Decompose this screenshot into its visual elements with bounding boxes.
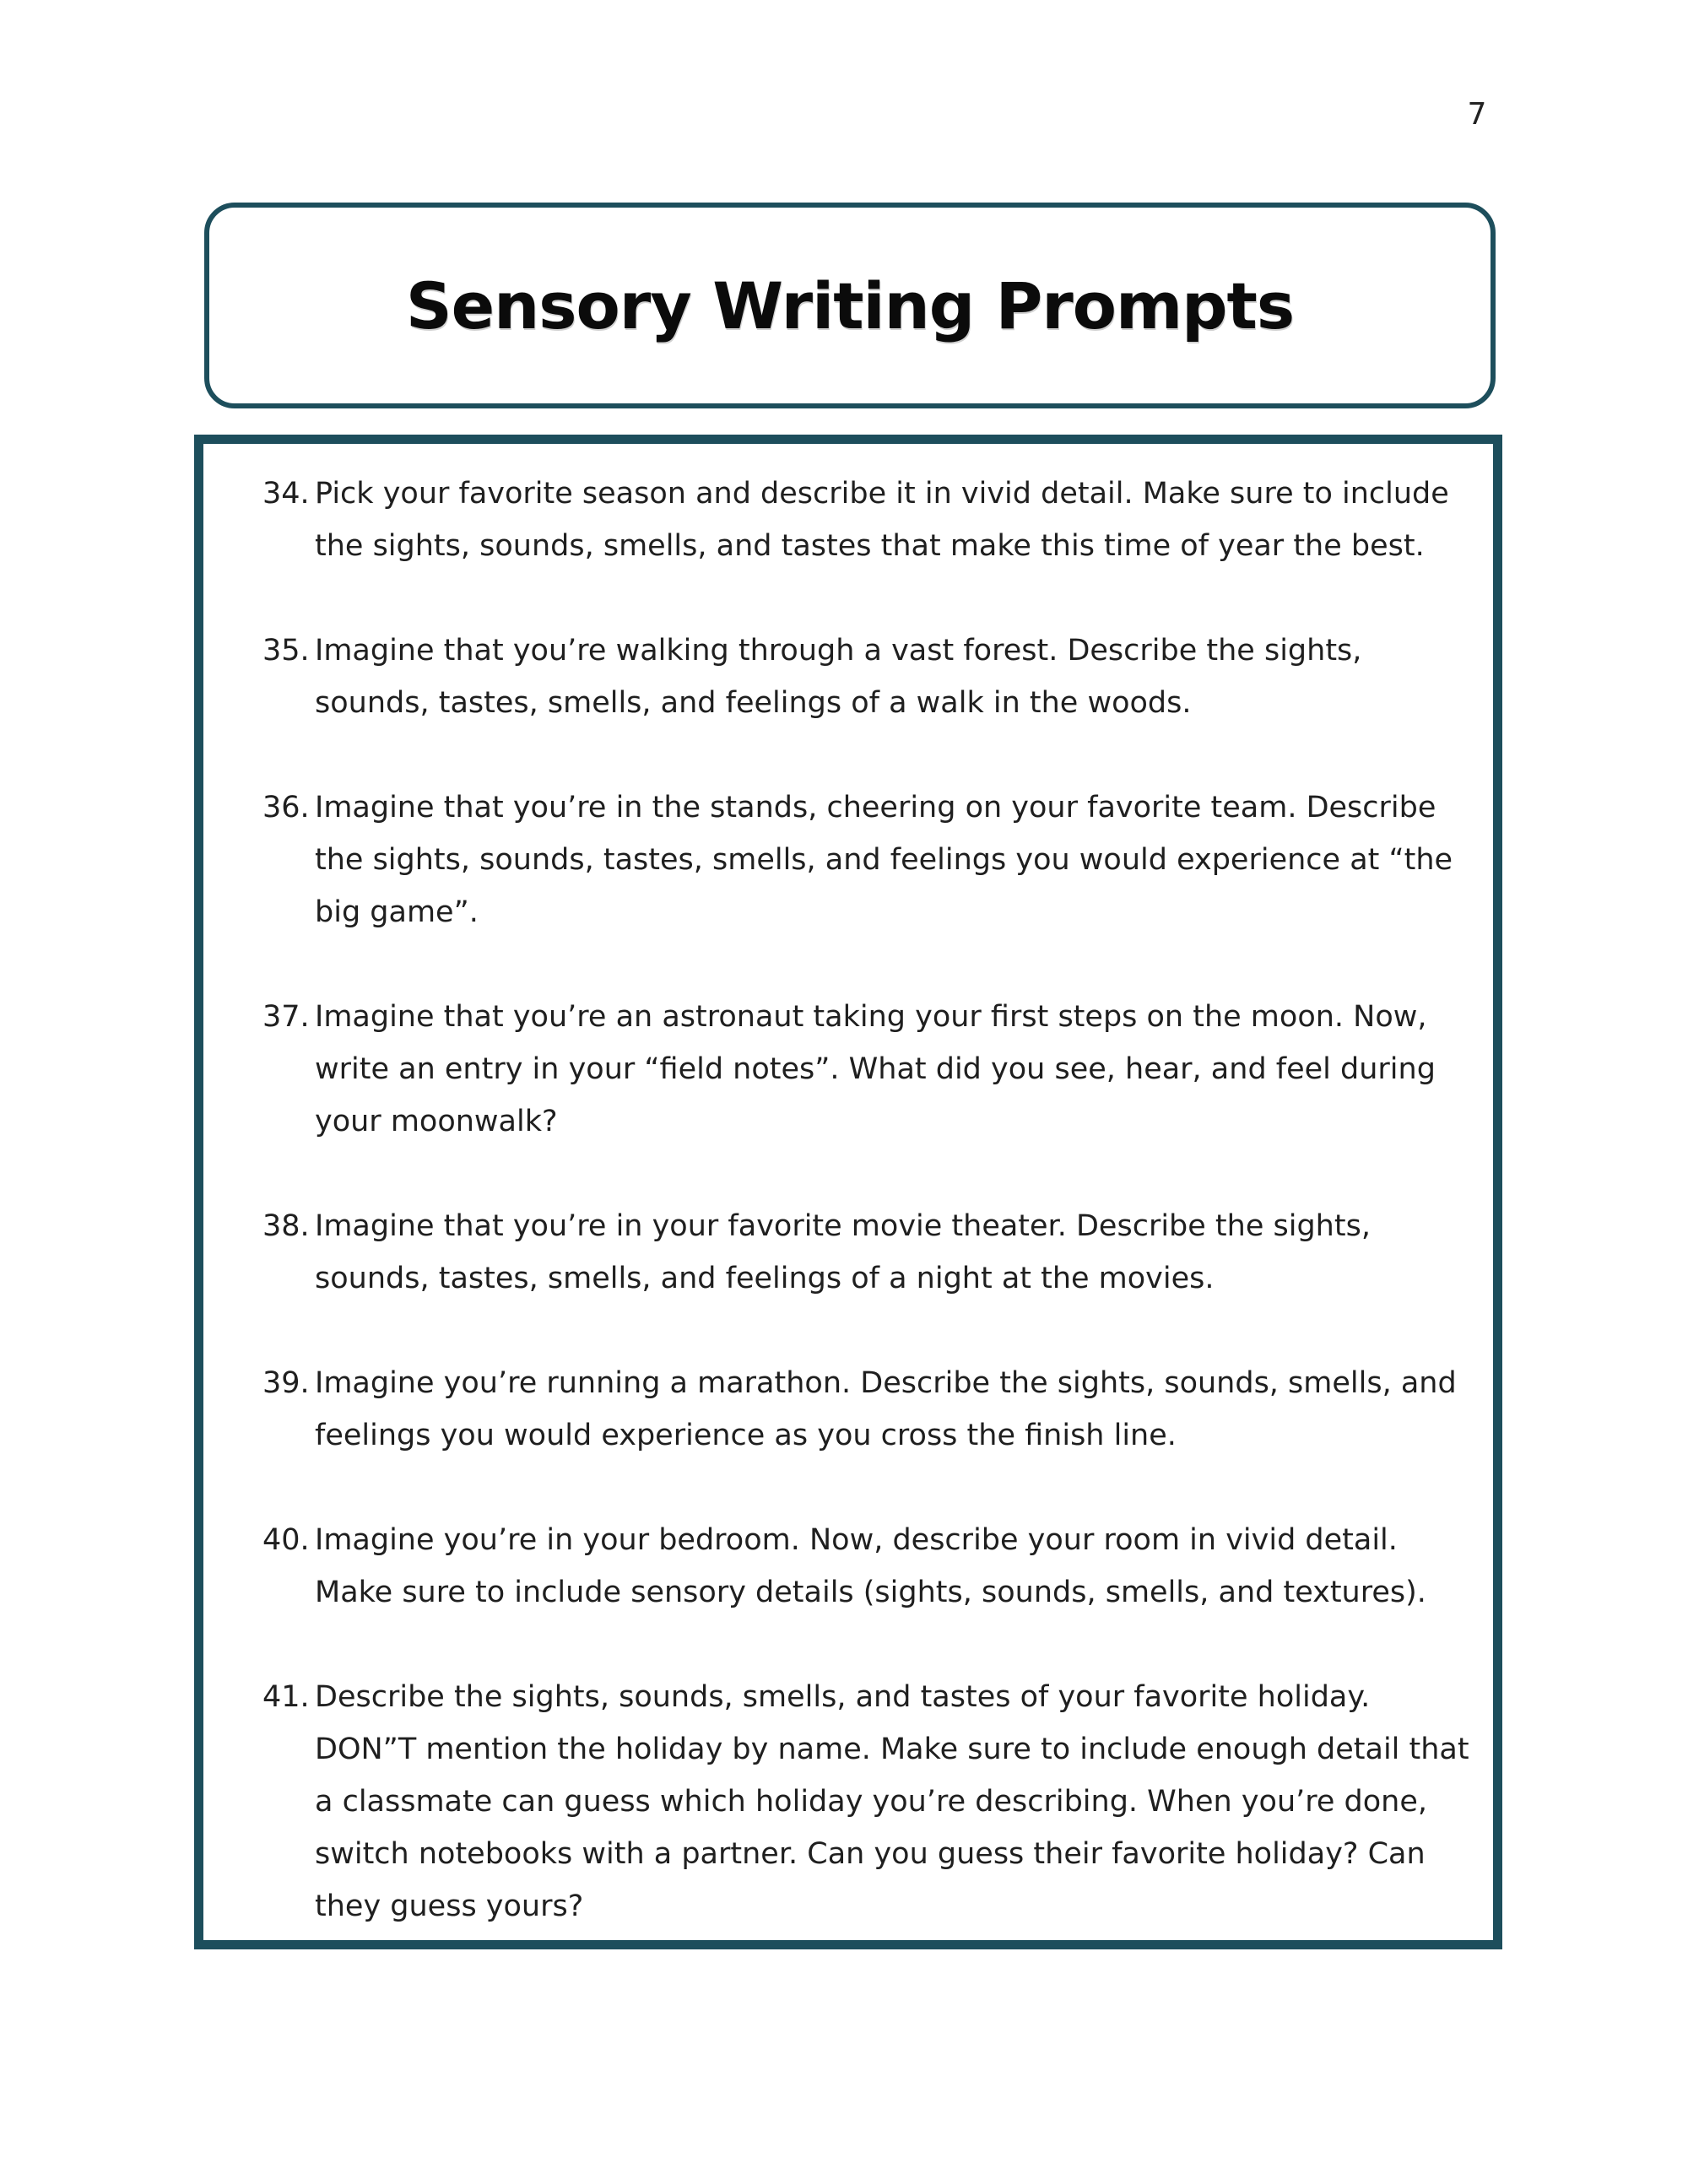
prompt-item-39 [262,1357,1476,1462]
prompt-text: Pick your favorite season and describe it in vivid detail. Make sure to include the sights, sounds, smells, and tastes that make this time of year the best. [315,477,1449,563]
prompt-text: Imagine that you’re in the stands, cheering on your favorite team. Describe the sights, sounds, tastes, smells, and feelings you would experience at “the big game”. [315,791,1453,929]
prompt-number: 41. [262,1680,310,1714]
prompt-item-36 [262,781,1476,938]
prompt-text: Imagine that you’re walking through a vast forest. Describe the sights, sounds, tastes, smells, and feelings of a walk in the woods. [315,634,1362,720]
prompt-number: 37. [262,1000,310,1034]
prompt-item-41 [262,1671,1476,1933]
prompt-text: Imagine that you’re an astronaut taking your first steps on the moon. Now, write an entry in your “field notes”. What did you see, hear, and feel during your moonwalk? [315,1000,1436,1138]
prompt-number: 40. [262,1523,310,1557]
page-number: 7 [1467,97,1487,132]
prompt-text: Imagine you’re running a marathon. Describe the sights, sounds, smells, and feelings you would experience as you cross the finish line. [315,1366,1457,1452]
prompt-item-40 [262,1514,1476,1619]
prompt-item-34 [262,468,1476,572]
title-box [204,203,1496,408]
prompt-number: 38. [262,1209,310,1243]
prompt-number: 35. [262,634,310,668]
prompt-text: Imagine you’re in your bedroom. Now, describe your room in vivid detail. Make sure to include sensory details (sights, sounds, smells, and textures). [315,1523,1426,1609]
prompt-item-37 [262,991,1476,1148]
prompt-list [262,468,1476,1985]
prompt-item-38 [262,1200,1476,1305]
page-title: Sensory Writing Prompts [405,268,1295,343]
prompt-number: 36. [262,791,310,824]
prompt-item-35 [262,624,1476,729]
prompt-number: 39. [262,1366,310,1400]
prompt-number: 34. [262,477,310,511]
prompt-text: Imagine that you’re in your favorite movie theater. Describe the sights, sounds, tastes, smells, and feelings of a night at the movies. [315,1209,1371,1295]
prompts-box [194,435,1502,1949]
prompt-text: Describe the sights, sounds, smells, and tastes of your favorite holiday. DON”T mention the holiday by name. Make sure to include enough detail that a classmate can guess which holiday you’re describing. When you’re done, switch notebooks with a partner. Can you guess their favorite holiday? Can they guess yours? [315,1680,1469,1923]
